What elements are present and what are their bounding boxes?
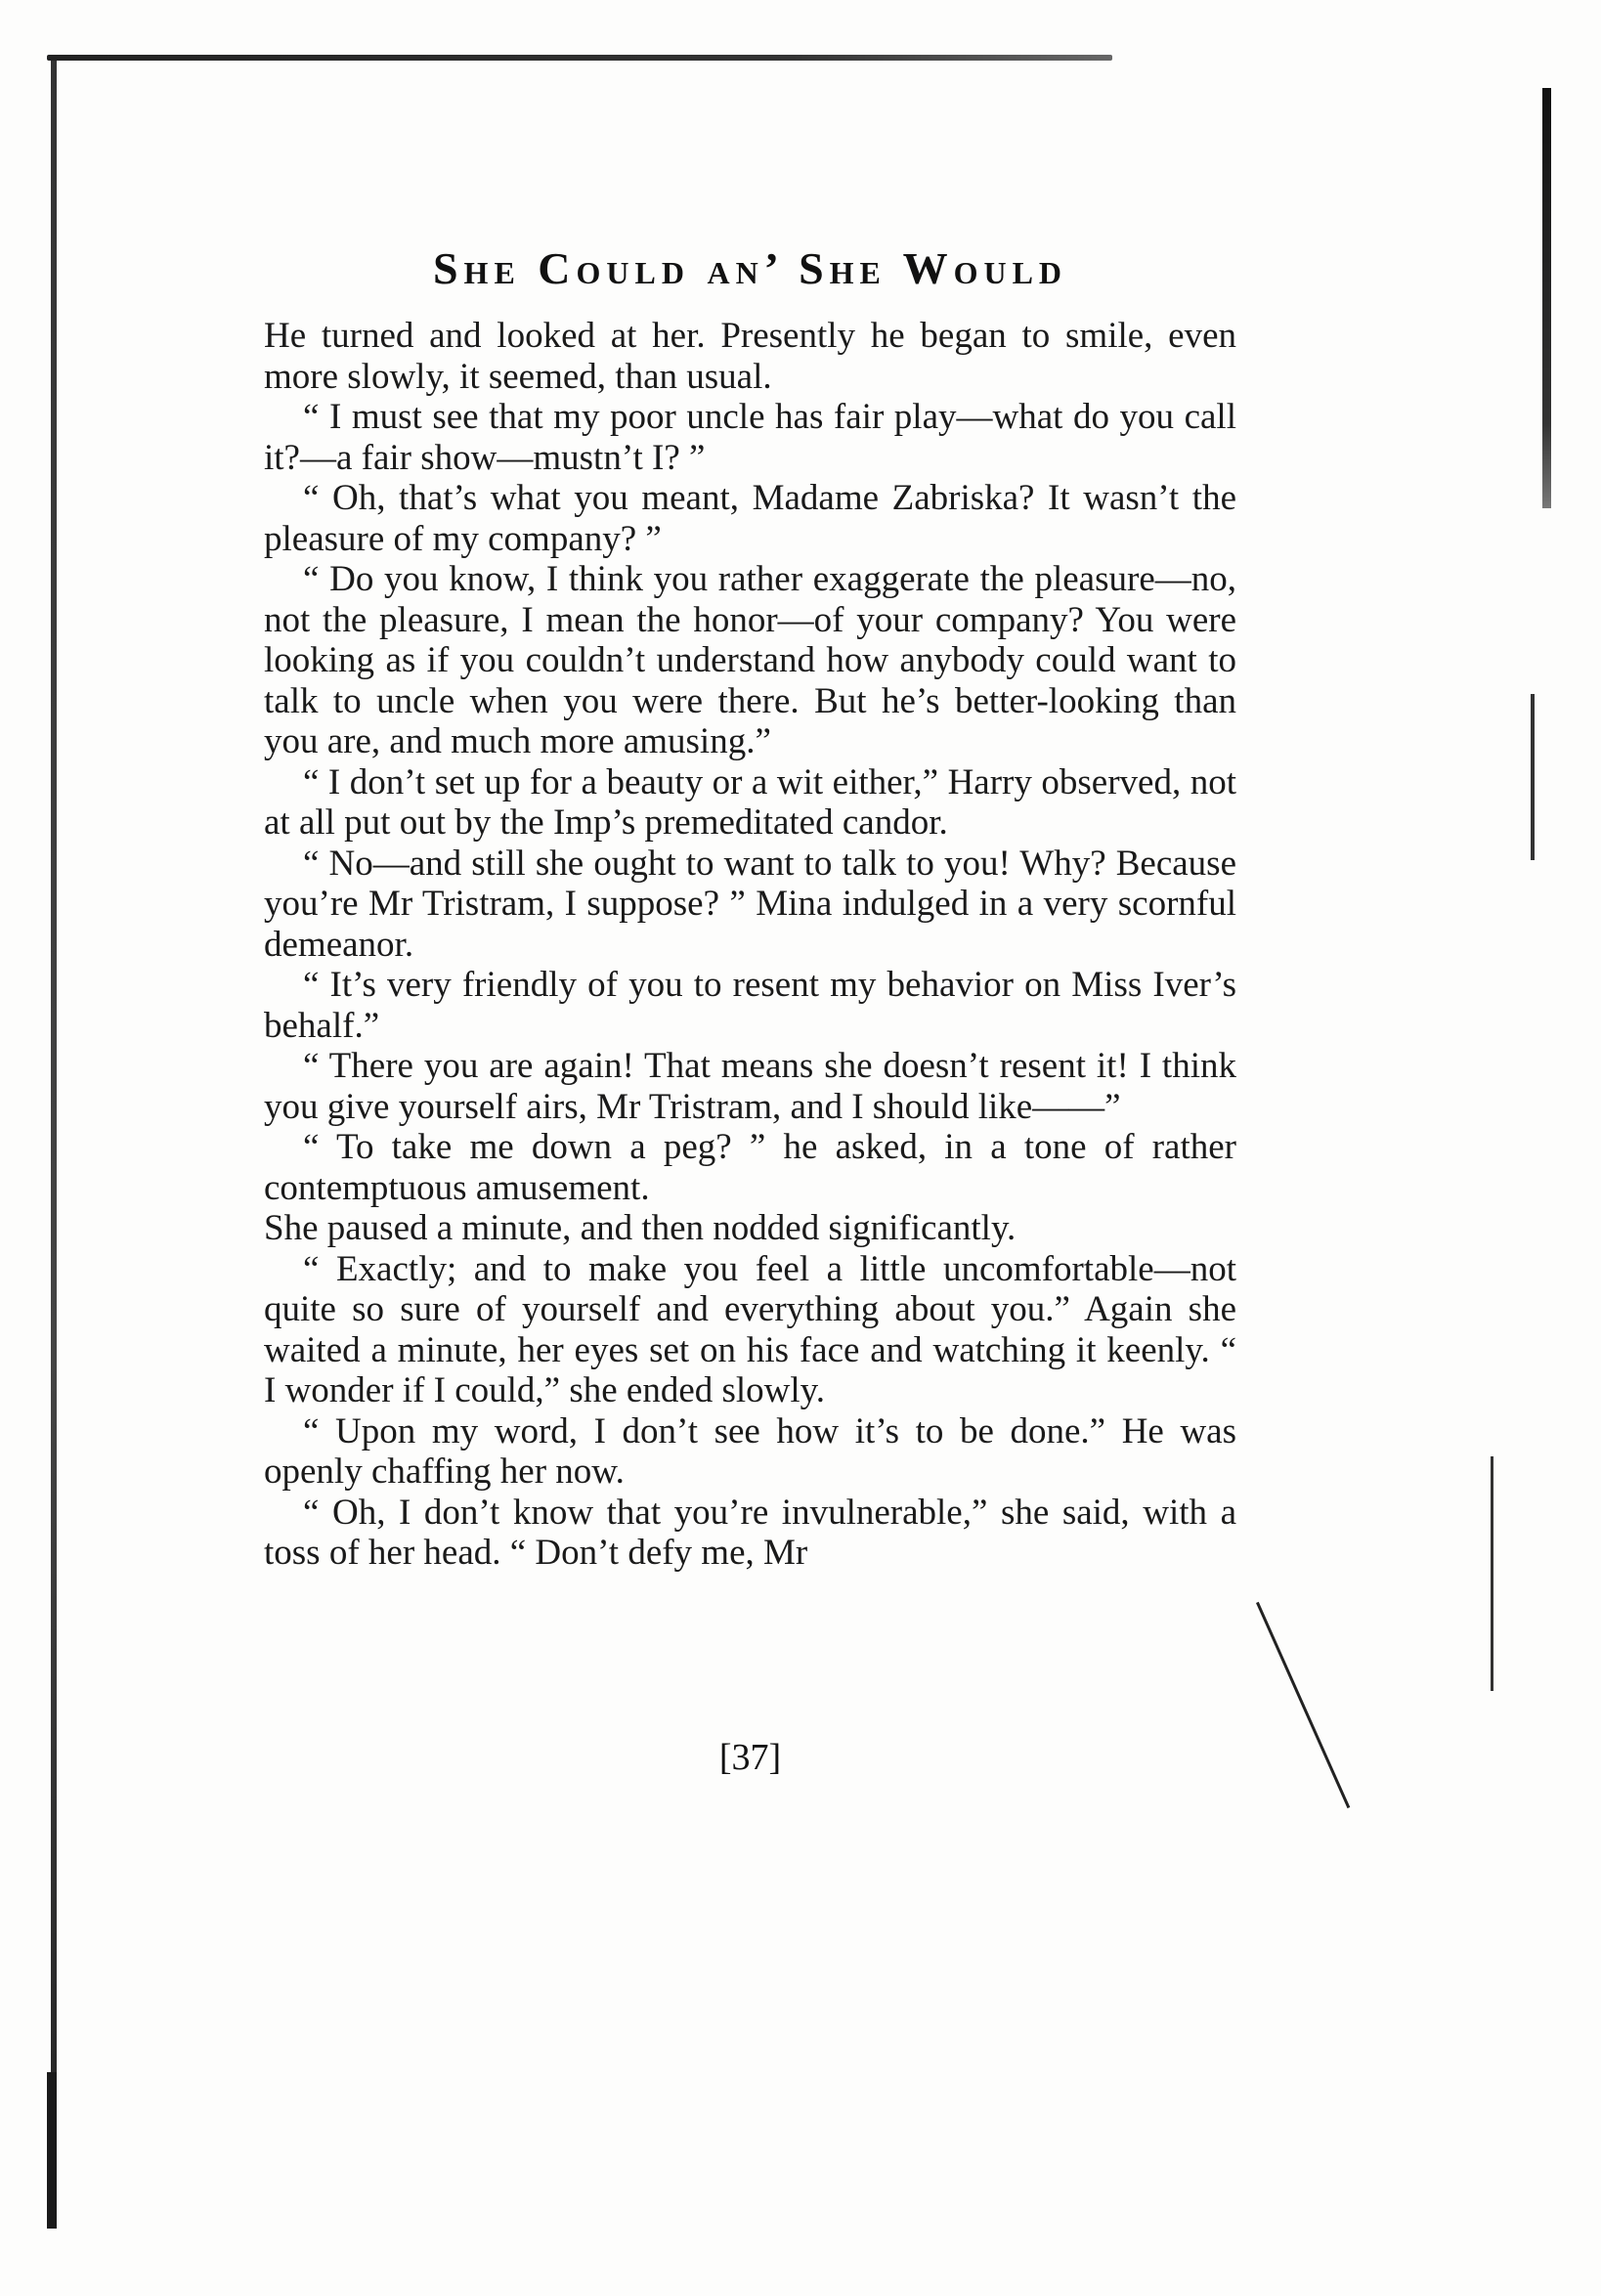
- paragraph: She paused a minute, and then nodded significantly.: [264, 1208, 1017, 1248]
- pencil-mark: [1256, 1602, 1350, 1808]
- paragraph: “ I don’t set up for a beauty or a wit either,” Harry observed, not at all put out by the Imp’s premeditated candor.: [264, 761, 1236, 843]
- margin-mark: [1531, 694, 1535, 860]
- paragraph: “ Upon my word, I don’t see how it’s to be done.” He was openly chaffing her now.: [264, 1410, 1236, 1492]
- paragraph: “ To take me down a peg? ” he asked, in a tone of rather contemptuous amusement.: [264, 1127, 1236, 1208]
- running-head: She Could an’ She Would: [432, 243, 1068, 293]
- paragraph: “ Oh, that’s what you meant, Madame Zabriska? It wasn’t the pleasure of my company? ”: [264, 478, 1236, 559]
- top-rule: [47, 55, 1112, 61]
- text-block: [264, 242, 1236, 1778]
- paragraph: “ I must see that my poor uncle has fair play—what do you call it?—a fair show—mustn’t I? ”: [264, 397, 1236, 478]
- paragraph: “ Exactly; and to make you feel a little uncomfortable—not quite so sure of yourself and everything about you.” Again she waited a minute, her eyes set on his face and watching it keenly. “ I wonder if I could,” she ended slowly.: [264, 1248, 1236, 1410]
- paragraph: “ There you are again! That means she doesn’t resent it! I think you give yourself airs, Mr Tristram, and I should like——”: [264, 1046, 1236, 1127]
- margin-mark: [1542, 88, 1551, 508]
- paragraph: “ Do you know, I think you rather exaggerate the pleasure—no, not the pleasure, I mean the honor—of your company? You were looking as if you couldn’t understand how anybody could want to talk to uncle when you were there. But he’s better-looking than you are, and much more amusing.”: [264, 559, 1236, 761]
- margin-mark: [1491, 1456, 1493, 1691]
- paragraph: “ It’s very friendly of you to resent my behavior on Miss Iver’s behalf.”: [264, 965, 1236, 1046]
- paragraph: “ No—and still she ought to want to talk to you! Why? Because you’re Mr Tristram, I suppose? ” Mina indulged in a very scornful demeanor.: [264, 843, 1236, 965]
- page-number: [37]: [718, 1737, 782, 1778]
- paragraph: He turned and looked at her. Presently he began to smile, even more slowly, it seemed, than usual.: [264, 316, 1236, 397]
- binding-edge-shadow: [47, 2072, 57, 2229]
- paragraph: “ Oh, I don’t know that you’re invulnerable,” she said, with a toss of her head. “ Don’t defy me, Mr: [264, 1492, 1236, 1573]
- binding-edge: [51, 61, 57, 2221]
